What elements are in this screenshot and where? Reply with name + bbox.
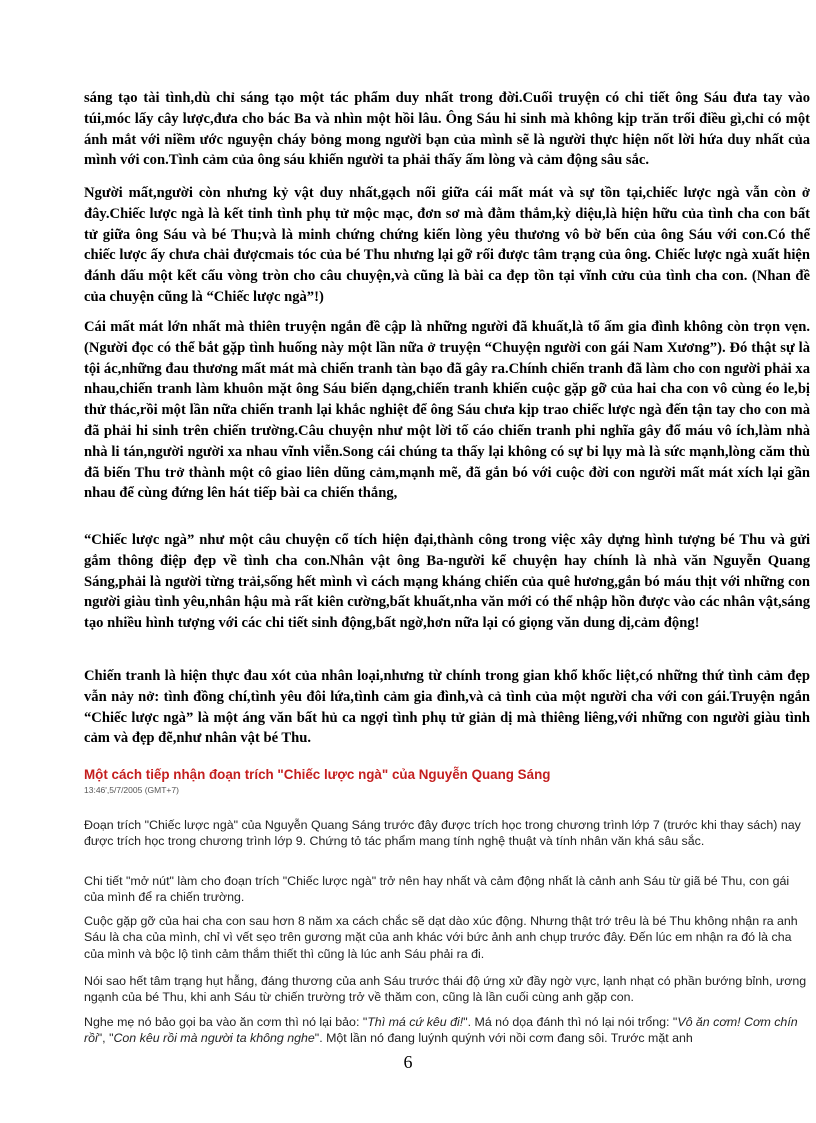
text-segment: ". Má nó dọa đánh thì nó lại nói trổng: " <box>463 1015 678 1029</box>
body-paragraph: Chiến tranh là hiện thực đau xót của nhân loại,nhưng từ chính trong gian khổ khốc liệt,có những thứ tình cảm đẹp vẫn nảy nở: tình đồng chí,tình yêu đôi lứa,tình cảm gia đình,và cả tình của một người cha với con gái.Truyện ngắn “Chiếc lược ngà” là một áng văn bất hủ ca ngợi tình phụ tử giản dị mà thiêng liêng,với những con người giàu tình cảm và đẹp đẽ,như nhân vật bé Thu. <box>84 668 810 747</box>
text-segment: ". Một lần nó đang luýnh quýnh với nồi cơm đang sôi. Trước mặt anh <box>314 1031 693 1046</box>
article-date: 13:46',5/7/2005 (GMT+7) <box>84 785 179 795</box>
body-paragraph: “Chiếc lược ngà” như một câu chuyện cổ tích hiện đại,thành công trong việc xây dựng hình tượng bé Thu và gửi gắm thông điệp đẹp về tình cha con.Nhân vật ông Ba-người kể chuyện hay chính là nhà văn Nguyễn Quang Sáng,phải là người từng trải,sống hết mình vì cách mạng kháng chiến của quê hương,gắn bó máu thịt với những con người giàu tình yêu,nhân hậu mà rất kiên cường,bất khuất,nha văn mới có thể nhập hồn được vào các nhân vật,sáng tạo nhiều hình tượng với các chi tiết sinh động,bất ngờ,hơn nữa lại có giọng văn dung dị,cảm động! <box>84 532 810 632</box>
body-paragraph: Người mất,người còn nhưng kỷ vật duy nhất,gạch nối giữa cái mất mát và sự tồn tại,chiếc lược ngà vẫn còn ở đây.Chiếc lược ngà là kết tinh tình phụ tử mộc mạc, đơn sơ mà đằm thắm,kỳ diệu,là hiện hữu của tình cha con bất tử giữa ông Sáu và bé Thu;và là minh chứng chứng kiến lòng yêu thương vô bờ bến của ông Sáu với con.Có thể chiếc lược ấy chưa chải đượcmais tóc của bé Thu nhưng lại gỡ rối được tâm trạng của ông. Chiếc lược ngà xuất hiện đánh dấu một kết cấu vòng tròn cho câu chuyện,và cũng là bài ca đẹp tồn tại vĩnh cửu của tình cha con. (Nhan đề của chuyện cũng là “Chiếc lược ngà”!) <box>84 185 810 305</box>
text-segment: Nghe mẹ nó bảo gọi ba vào ăn cơm thì nó lại bảo: " <box>84 1015 368 1029</box>
article-title-link[interactable]: Một cách tiếp nhận đoạn trích "Chiếc lược ngà" của Nguyễn Quang Sáng <box>84 767 551 782</box>
article-paragraph: Chi tiết "mở nút" làm cho đoạn trích "Chiếc lược ngà" trở nên hay nhất và cảm động nhất là cảnh anh Sáu từ giã bé Thu, con gái của mình để ra chiến trường. <box>84 874 790 905</box>
article-paragraph-last <box>84 1014 810 1047</box>
quote-text: Con kêu rồi mà người ta không nghe <box>113 1031 315 1046</box>
page-number: 6 <box>403 1052 413 1072</box>
article-paragraph: Nói sao hết tâm trạng hụt hẫng, đáng thương của anh Sáu trước thái độ ứng xử đầy ngờ vực, lạnh nhạt có phần bướng bỉnh, ương ngạnh của bé Thu, khi anh Sáu từ chiến trường trở về thăm con, cũng là lần cuối cùng anh gặp con. <box>84 974 807 1005</box>
body-paragraph: Cái mất mát lớn nhất mà thiên truyện ngắn đề cập là những người đã khuất,là tổ ấm gia đình không còn trọn vẹn.(Người đọc có thể bắt gặp tình huống này một lần nữa ở truyện “Chuyện người con gái Nam Xương”). Đó thật sự là tội ác,những đau thương mất mát mà chiến tranh tàn bạo đã gây ra.Chính chiến tranh đã làm cho con người phải xa nhau,chiến tranh làm khuôn mặt ông Sáu biến dạng,chiến tranh khiến cuộc gặp gỡ của hai cha con vô cùng éo le,bị thử thác,rồi một lần nữa chiến tranh lại khắc nghiệt để ông Sáu chưa kịp trao chiếc lược ngà đến tận tay cho con mà đã phải hi sinh trên chiến trường.Câu chuyện như một lời tố cáo chiến tranh phi nghĩa gây đổ máu vô ích,làm nhà nhà li tán,người người xa nhau vĩnh viễn.Song cái chúng ta thấy lại không có sự bi lụy mà là sức mạnh,lòng căm thù đã biến Thu trở thành một cô giao liên dũng cảm,mạnh mẽ, đã gắn bó với cuộc đời con người mất mát xích lại gần nhau để cùng đứng lên hát tiếp bài ca chiến thắng, <box>84 319 810 502</box>
quote-text: Vô ăn cơm! Cơm chín rồi <box>84 1015 798 1046</box>
body-paragraph: sáng tạo tài tình,dù chỉ sáng tạo một tác phẩm duy nhất trong đời.Cuối truyện có chi tiết ông Sáu đưa tay vào túi,móc lấy cây lược,đưa cho bác Ba và nhìn một hồi lâu. Ông Sáu hi sinh mà không kịp trăn trối điều gì,chỉ có một ánh mắt với niềm ước nguyện cháy bỏng mong người bạn của mình sẽ là người thực hiện nốt lời hứa duy nhất của mình với con.Tình cảm của ông sáu khiến người ta phải thấy ấm lòng và cảm động sâu sắc. <box>84 90 810 169</box>
article-paragraph: Cuộc gặp gỡ của hai cha con sau hơn 8 năm xa cách chắc sẽ dạt dào xúc động. Nhưng thật trớ trêu là bé Thu không nhận ra anh Sáu là cha của mình, chỉ vì vết sẹo trên gương mặt của anh khác với bức ảnh anh chụp trước đây. Đến lúc em nhận ra đó là cha của mình và bộc lộ tình cảm thắm thiết thì cũng là lúc anh Sáu phải ra đi. <box>84 914 798 961</box>
article-paragraph: Đoạn trích "Chiếc lược ngà" của Nguyễn Quang Sáng trước đây được trích học trong chương trình lớp 7 (trước khi thay sách) nay được trích học trong chương trình lớp 9. Chứng tỏ tác phẩm mang tính nghệ thuật và tính nhân văn khá sâu sắc. <box>84 818 801 849</box>
quote-text: Thì má cứ kêu đi! <box>367 1015 464 1029</box>
text-segment: ", " <box>97 1031 114 1046</box>
